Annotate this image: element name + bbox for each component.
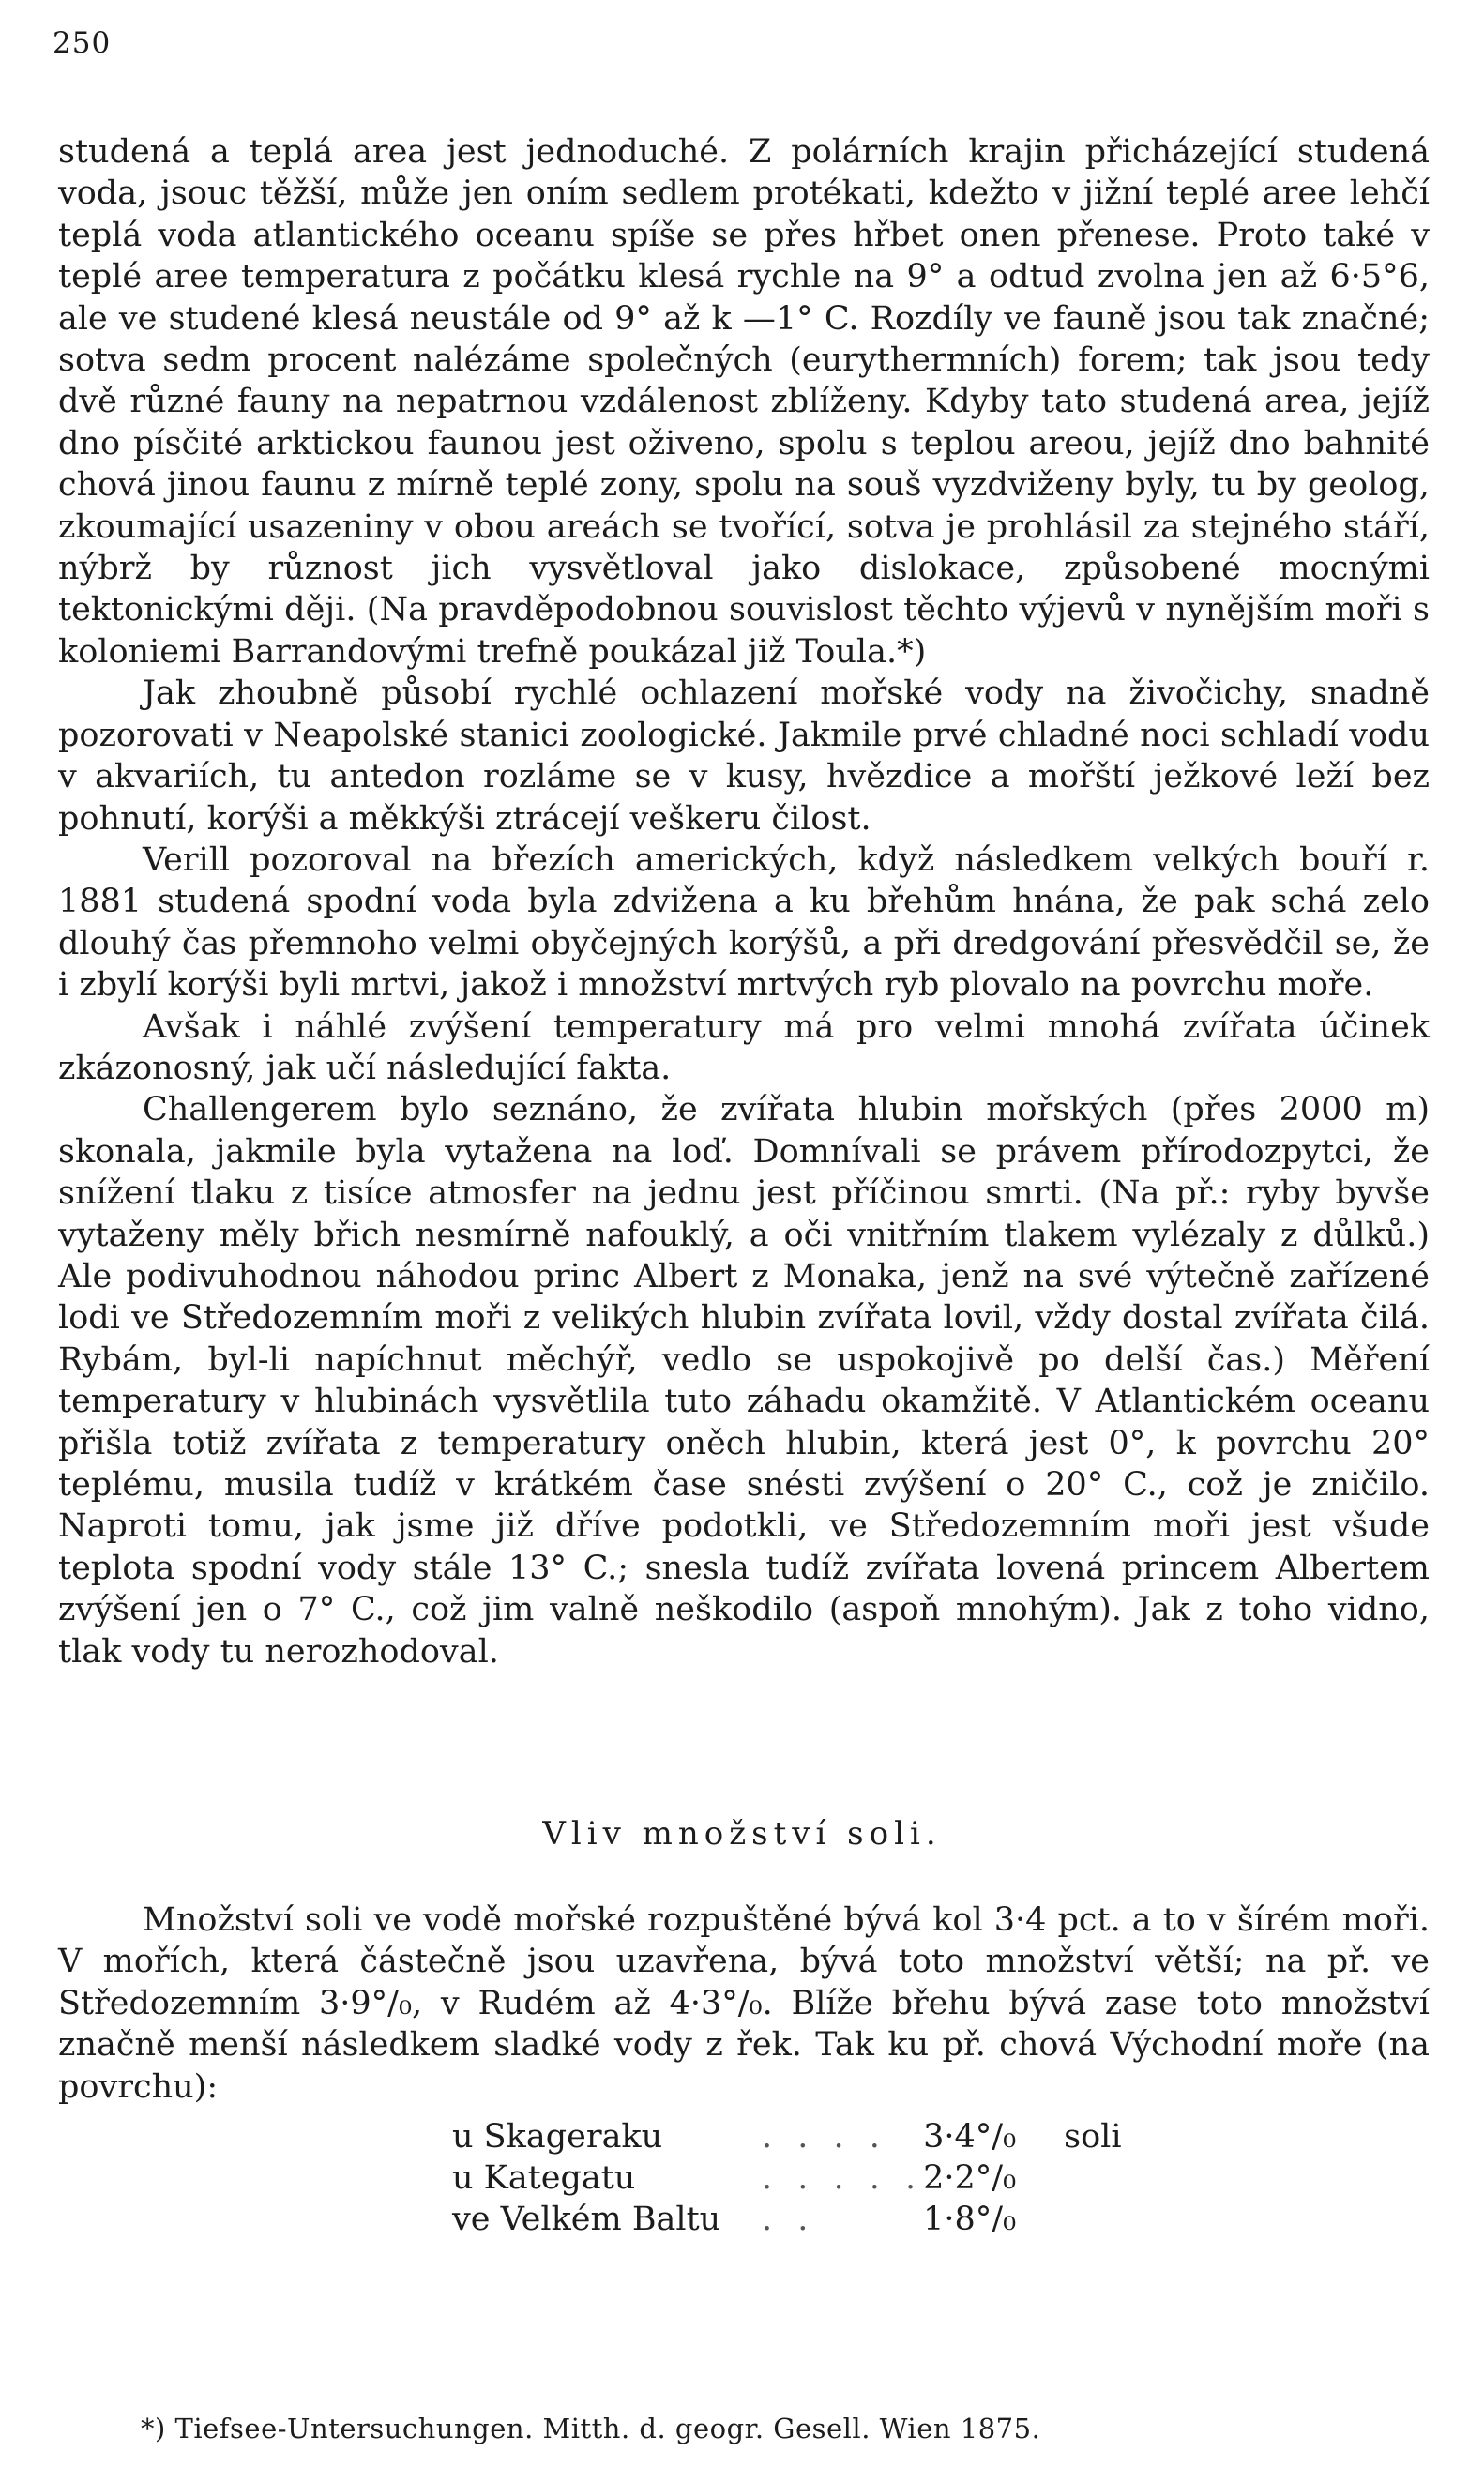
table-row [452, 2157, 1122, 2199]
table-cell-unit: soli [1064, 2118, 1122, 2156]
salt-table [452, 2116, 1122, 2240]
main-text [58, 131, 1430, 1672]
table-cell-location: ve Velkém Baltu [452, 2201, 721, 2238]
table-cell-dots: . . . . . [762, 2159, 924, 2197]
section-text [58, 1899, 1430, 2108]
table-row [452, 2116, 1122, 2157]
table-row [452, 2199, 1122, 2240]
paragraph: Avšak i náhlé zvýšení temperatury má pro velmi mnohá zvířata účinek zkázonosný, jak učí následující fakta. [58, 1007, 1430, 1087]
table-cell-unit [1064, 2199, 1121, 2240]
paragraph: Množství soli ve vodě mořské rozpuštěné bývá kol 3·4 pct. a to v šírém moři. V mořích, která částečně jsou uzavřena, bývá toto množství větší; na př. ve Středozemním 3·9°/₀, v Rudém až 4·3°/₀. Blíže břehu bývá zase toto množství značně menší následkem sladké vody z řek. Tak ku př. chová Východní moře (na povrchu): [58, 1901, 1430, 2106]
section-heading: Vliv množství soli. [542, 1815, 942, 1853]
paragraph: Challengerem bylo seznáno, že zvířata hlubin mořských (přes 2000 m) skonala, jakmile byla vytažena na loď. Domnívali se právem přírodozpytci, že snížení tlaku z tisíce atmosfer na jednu jest příčinou smrti. (Na př.: ryby byvše vytaženy měly břich nesmírně nafouklý, a oči vnitřním tlakem vylézaly z důlků.) Ale podivuhodnou náhodou princ Albert z Monaka, jenž na své výtečně zařízené lodi ve Středozemním moři z velikých hlubin zvířata lovil, vždy dostal zvířata čilá. Rybám, byl-li napíchnut měchýř, vedlo se uspokojivě po delší čas.) Měření temperatury v hlubinách vysvětlila tuto záhadu okamžitě. V Atlantickém oceanu přišla totiž zvířata z temperatury oněch hlubin, která jest 0°, k povrchu 20° teplému, musila tudíž v krátkém čase snésti zvýšení o 20° C., což je zničilo. Naproti tomu, jak jsme již dříve podotkli, ve Středozemním moři jest všude teplota spodní vody stále 13° C.; snesla tudíž zvířata lovená princem Albertem zvýšení jen o 7° C., což jim valně neškodilo (aspoň mnohým). Jak z toho vidno, tlak vody tu nerozhodoval. [58, 1091, 1430, 1671]
table-cell-location: u Skageraku [452, 2118, 663, 2156]
table-cell-location: u Kategatu [452, 2159, 636, 2197]
table-cell-value: 2·2°/₀ [923, 2159, 1017, 2197]
paragraph: studená a teplá area jest jednoduché. Z polárních krajin přicházející studená voda, jsouc těžší, může jen oním sedlem protékati, kdežto v jižní teplé aree lehčí teplá voda atlantického oceanu spíše se přes hřbet onen přenese. Proto také v teplé aree temperatura z počátku klesá rychle na 9° a odtud zvolna jen až 6·5°6, ale ve studené klesá neustále od 9° až k —1° C. Rozdíly ve fauně jsou tak značné; sotva sedm procent nalézáme společných (eurythermních) forem; tak jsou tedy dvě různé fauny na nepatrnou vzdálenost zblíženy. Kdyby tato studená area, jejíž dno písčité arktickou faunou jest oživeno, spolu s teplou areou, jejíž dno bahnité chová jinou faunu z mírně teplé zony, spolu na souš vyzdviženy byly, tu by geolog, zkoumající usazeniny v obou areách se tvořící, sotva je prohlásil za stejného stáří, nýbrž by různost jich vysvětloval jako dislokace, způsobené mocnými tektonickými ději. (Na pravděpodobnou souvislost těchto výjevů v nynějším moři s koloniemi Barrandovými trefně poukázal již Toula.*) [58, 133, 1430, 671]
table-cell-unit [1064, 2157, 1121, 2199]
table-cell-value: 1·8°/₀ [923, 2201, 1017, 2238]
paragraph: Jak zhoubně působí rychlé ochlazení mořské vody na živočichy, snadně pozorovati v Neapolské stanici zoologické. Jakmile prvé chladné noci schladí vodu v akvariích, tu antedon rozláme se v kusy, hvězdice a mořští ježkové leží bez pohnutí, korýši a měkkýši ztrácejí veškeru čilost. [58, 674, 1430, 838]
table-cell-dots: . . [762, 2201, 816, 2238]
table-cell-dots: . . . . [762, 2118, 887, 2156]
table-cell-value: 3·4°/₀ [923, 2118, 1017, 2156]
footnote: *) Tiefsee-Untersuchungen. Mitth. d. geogr. Gesell. Wien 1875. [141, 2413, 1041, 2444]
paragraph: Verill pozoroval na březích amerických, když následkem velkých bouří r. 1881 studená spodní voda byla zdvižena a ku břehům hnána, že pak schá zelo dlouhý čas přemnoho velmi obyčejných korýšů, a při dredgování přesvědčil se, že i zbylí korýši byli mrtvi, jakož i množství mrtvých ryb plovalo na povrchu moře. [58, 840, 1430, 1005]
page-number: 250 [53, 26, 112, 60]
